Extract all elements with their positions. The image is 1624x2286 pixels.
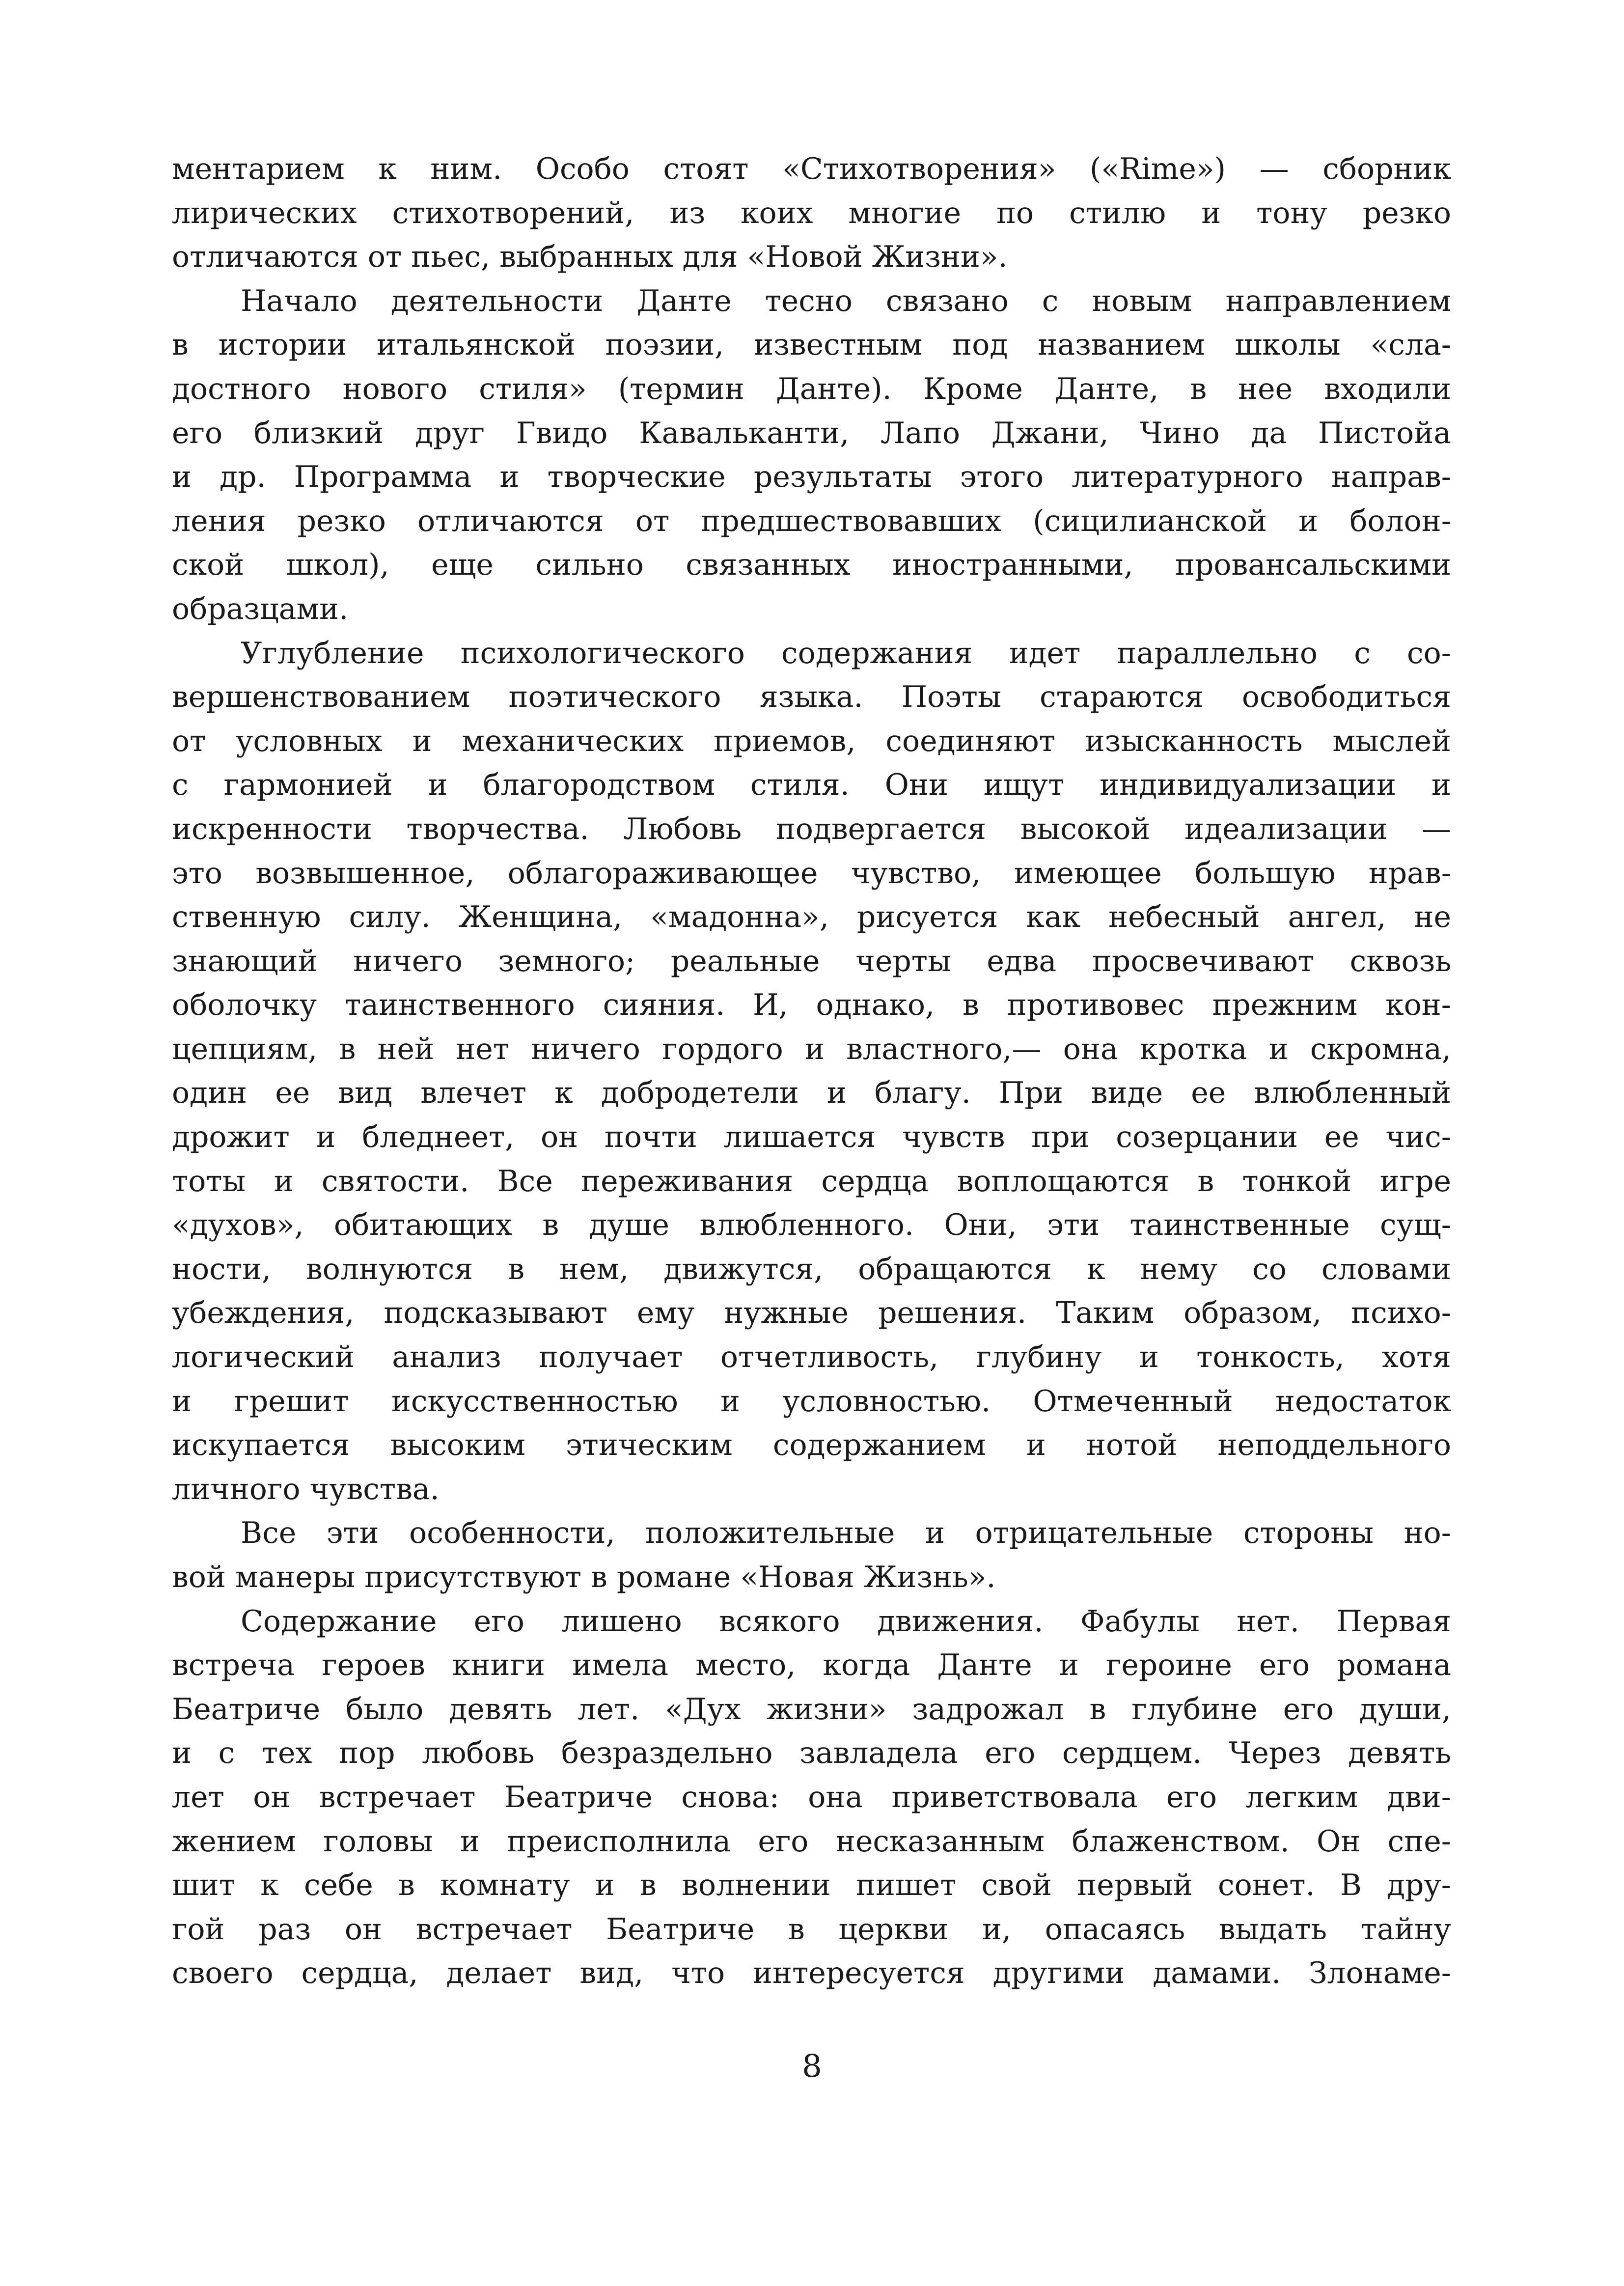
- text-line: с гармонией и благородством стиля. Они ищут индивидуализации и: [172, 768, 1451, 803]
- text-line: дрожит и бледнеет, он почти лишается чувств при созерцании ее чис-: [172, 1120, 1451, 1155]
- text-line: тоты и святости. Все переживания сердца воплощаются в тонкой игре: [172, 1164, 1451, 1199]
- text-line: шит к себе в комнату и в волнении пишет свой первый сонет. В дру-: [172, 1868, 1451, 1903]
- text-line: его близкий друг Гвидо Кавальканти, Лапо Джани, Чино да Пистойа: [172, 416, 1451, 450]
- text-line: гой раз он встречает Беатриче в церкви и, опасаясь выдать тайну: [172, 1912, 1451, 1947]
- text-line: лет он встречает Беатриче снова: она приветствовала его легким дви-: [172, 1780, 1451, 1814]
- text-line: личного чувства.: [172, 1472, 440, 1506]
- page-number: 8: [802, 2048, 822, 2085]
- text-line: от условных и механических приемов, соединяют изысканность мыслей: [172, 724, 1451, 758]
- text-line: убеждения, подсказывают ему нужные решения. Таким образом, психо-: [172, 1296, 1451, 1331]
- text-line: один ее вид влечет к добродетели и благу. При виде ее влюбленный: [172, 1076, 1451, 1111]
- text-line: образцами.: [172, 591, 349, 626]
- text-line: знающий ничего земного; реальные черты едва просвечивают сквозь: [172, 944, 1451, 978]
- text-line: встреча героев книги имела место, когда Данте и героине его романа: [172, 1648, 1451, 1683]
- text-line: Углубление психологического содержания идет параллельно с со-: [241, 636, 1451, 670]
- text-line: Начало деятельности Данте тесно связано с новым направлением: [241, 283, 1451, 318]
- text-line: в истории итальянской поэзии, известным под названием школы «сла-: [172, 328, 1451, 362]
- text-line: отличаются от пьес, выбранных для «Новой Жизни».: [172, 240, 1008, 275]
- body-text: [172, 147, 1451, 1996]
- text-line: ментарием к ним. Особо стоят «Стихотворения» («Rime») — сборник: [172, 152, 1451, 186]
- text-line: и др. Программа и творческие результаты этого литературного направ-: [172, 460, 1451, 495]
- text-line: своего сердца, делает вид, что интересуется другими дамами. Злонаме-: [172, 1956, 1451, 1991]
- text-line: «духов», обитающих в душе влюбленного. Они, эти таинственные сущ-: [172, 1208, 1451, 1243]
- text-line: и с тех пор любовь безраздельно завладела его сердцем. Через девять: [172, 1736, 1451, 1771]
- text-line: жением головы и преисполнила его несказанным блаженством. Он спе-: [172, 1824, 1451, 1859]
- text-line: цепциям, в ней нет ничего гордого и властного,— она кротка и скромна,: [172, 1031, 1451, 1066]
- text-line: Беатриче было девять лет. «Дух жизни» задрожал в глубине его души,: [172, 1692, 1451, 1727]
- text-line: искупается высоким этическим содержанием и нотой неподдельного: [172, 1428, 1451, 1463]
- text-line: лирических стихотворений, из коих многие по стилю и тону резко: [172, 195, 1451, 230]
- text-line: ности, волнуются в нем, движутся, обращаются к нему со словами: [172, 1252, 1451, 1286]
- text-line: достного нового стиля» (термин Данте). Кроме Данте, в нее входили: [172, 371, 1451, 406]
- text-line: Содержание его лишено всякого движения. Фабулы нет. Первая: [241, 1604, 1451, 1639]
- text-line: ления резко отличаются от предшествовавших (сицилианской и болон-: [172, 503, 1451, 538]
- text-line: это возвышенное, облагораживающее чувство, имеющее большую нрав-: [172, 856, 1451, 891]
- text-line: ской школ), еще сильно связанных иностранными, провансальскими: [172, 548, 1451, 583]
- text-line: вершенствованием поэтического языка. Поэты стараются освободиться: [172, 680, 1451, 715]
- text-line: вой манеры присутствуют в романе «Новая Жизнь».: [172, 1560, 996, 1594]
- text-line: искренности творчества. Любовь подвергается высокой идеализации —: [172, 811, 1451, 846]
- text-line: оболочку таинственного сияния. И, однако, в противовес прежним кон-: [172, 988, 1451, 1023]
- text-line: логический анализ получает отчетливость, глубину и тонкость, хотя: [172, 1340, 1451, 1375]
- text-line: Все эти особенности, положительные и отрицательные стороны но-: [241, 1516, 1451, 1551]
- text-line: ственную силу. Женщина, «мадонна», рисуется как небесный ангел, не: [172, 900, 1451, 935]
- text-line: и грешит искусственностью и условностью. Отмеченный недостаток: [172, 1384, 1451, 1419]
